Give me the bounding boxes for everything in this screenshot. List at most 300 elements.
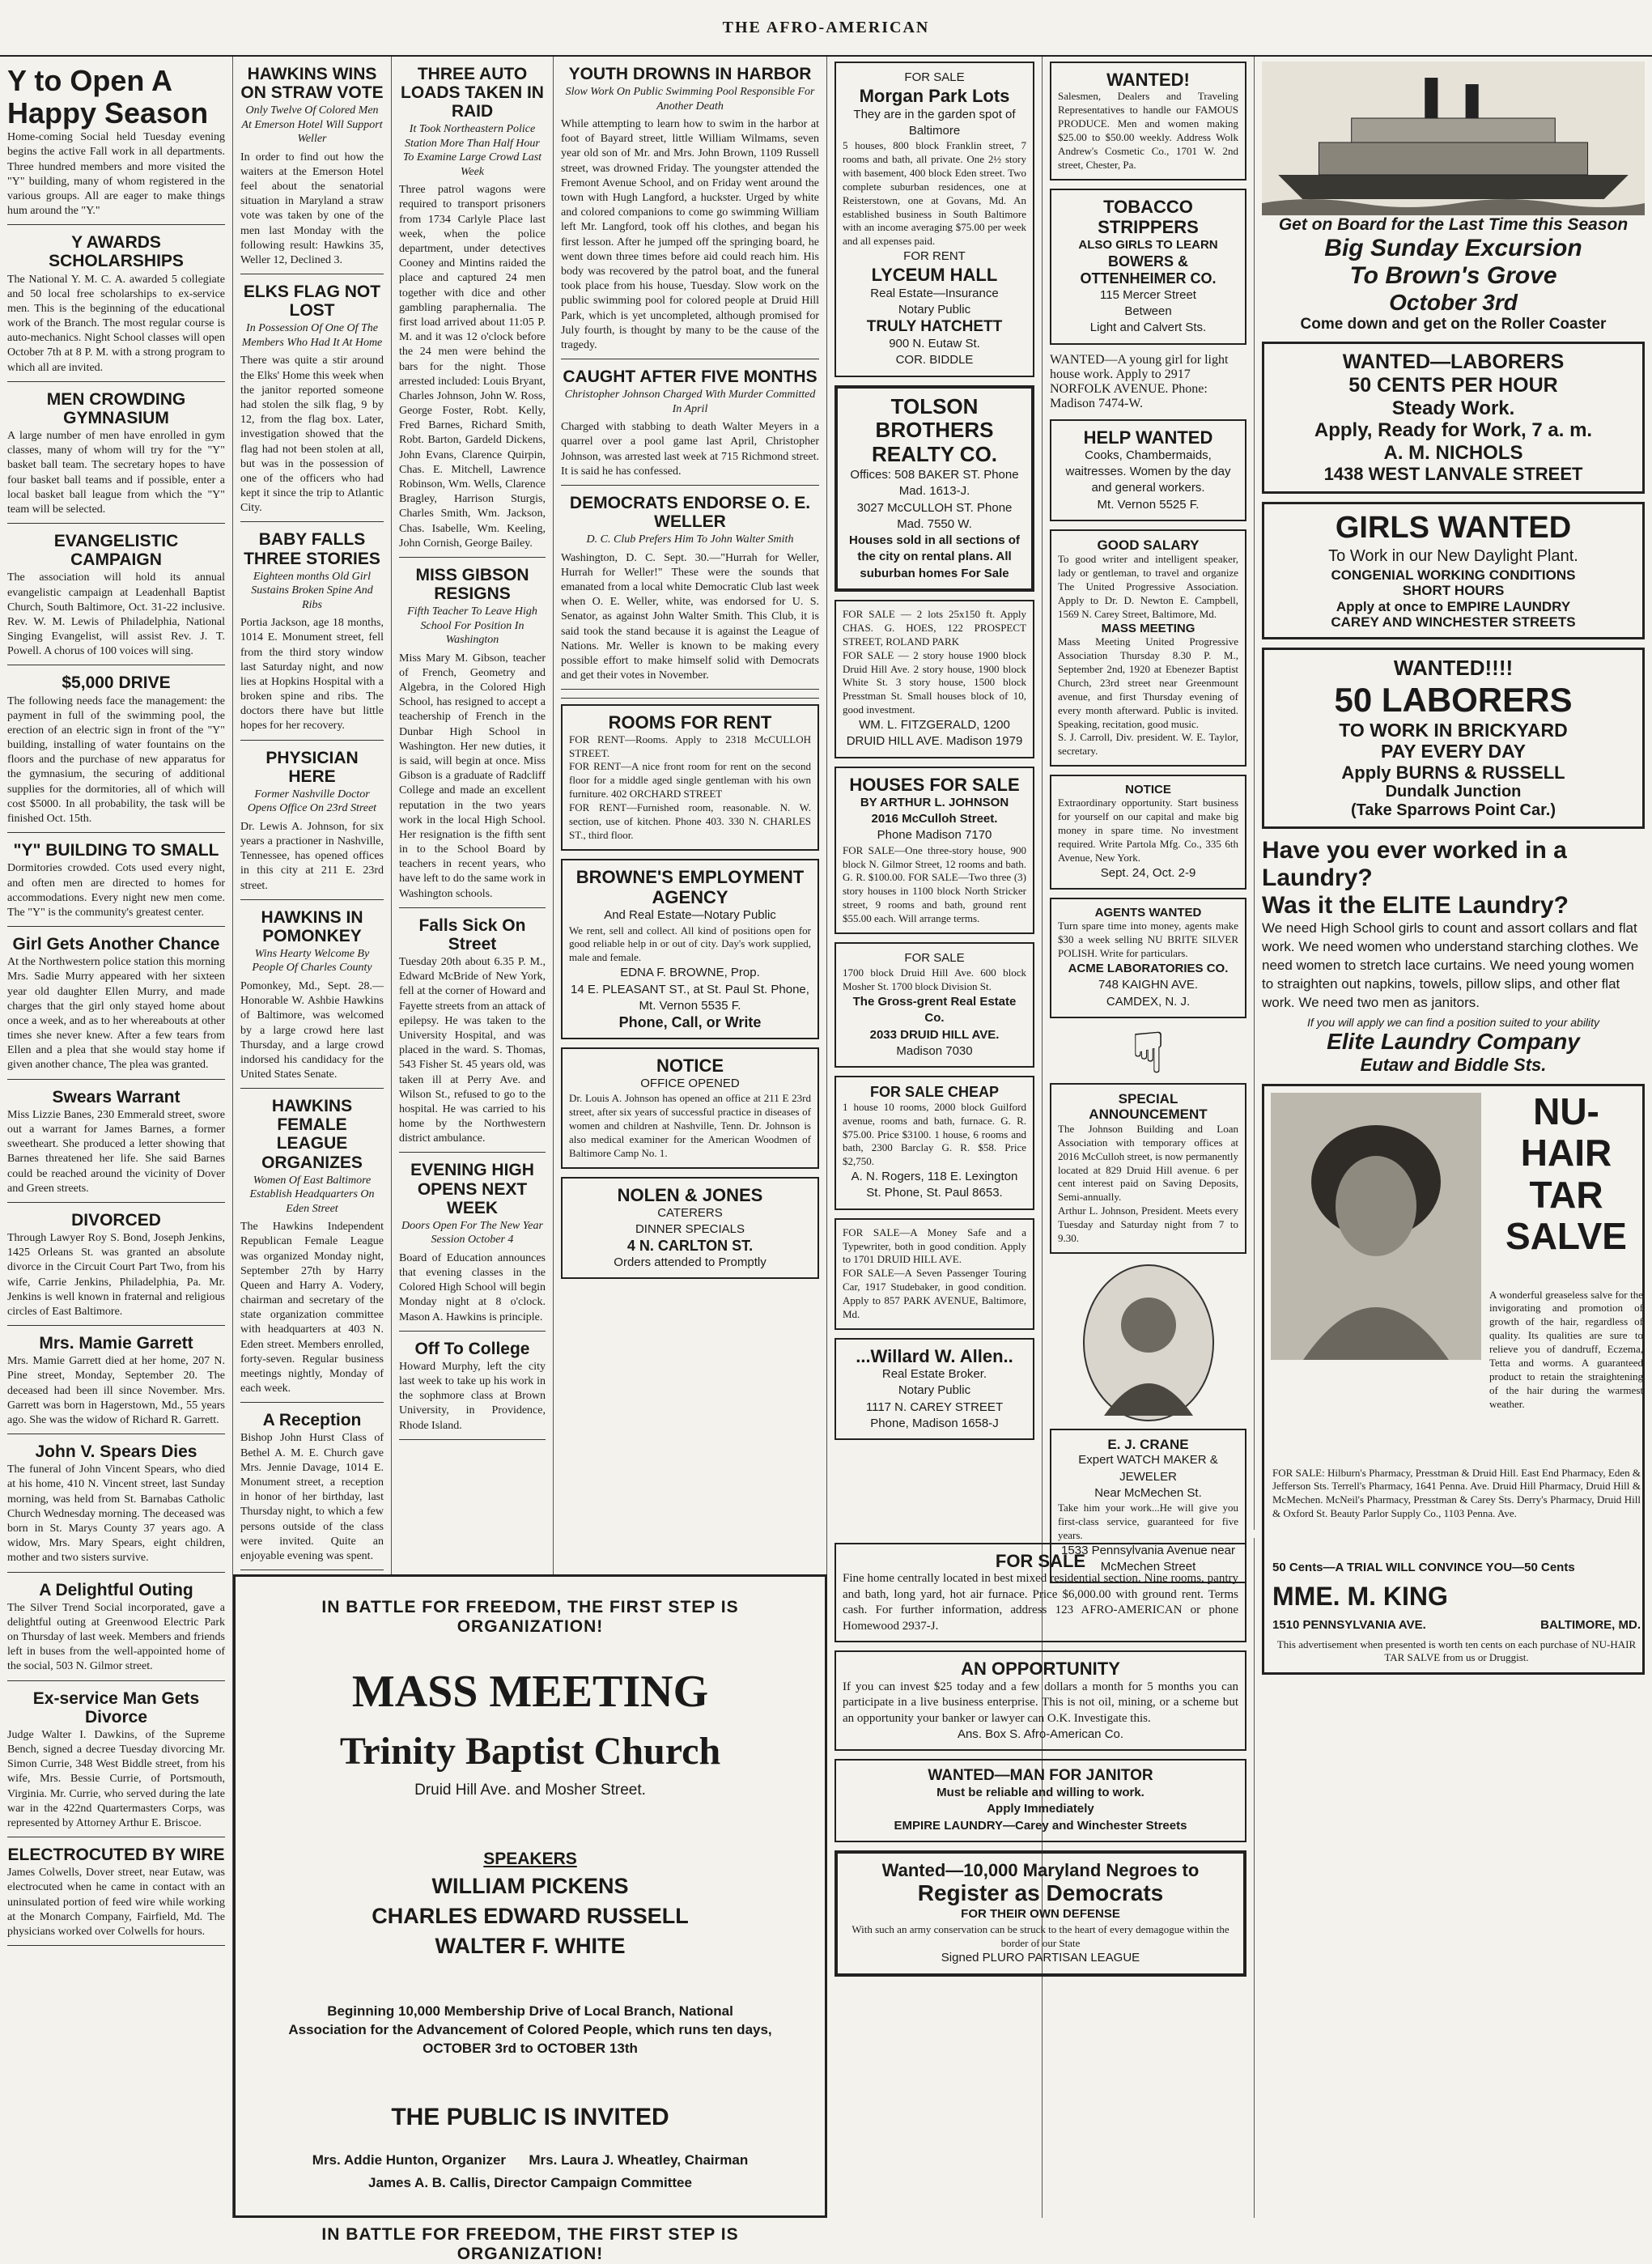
mass-top-slogan: IN BATTLE FOR FREEDOM, THE FIRST STEP IS ORGANIZATION!	[321, 1598, 739, 1636]
morgan-corner: COR. BIDDLE	[895, 353, 974, 367]
article-body: Washington, D. C. Sept. 30.—"Hurrah for Weller, Hurrah for Weller!" These were the sounds that emanated from a local white Democratic Club last week when O. E. Weller, white, was endorsed for U. S. Senator, as against John Walter Smith. This Club, it is said took the stand because it is against the League of Nations. Mr. Weller is known to be making every possible effort to make himself solid with Democrats and get their votes in November.	[561, 551, 819, 682]
article-body: The following needs face the management: the payment in full of the swimming pool, the erection of an electric sign in front of the "Y" building, installing of water fountains on the floors and the purchase of new apparatus for the gymnasium, the securing of additional supplies for the dormitories, all of which will cost $5000. In all probability, the task will be finished Oct. 15th.	[7, 694, 225, 826]
brickyard-t1: WANTED!!!!	[1393, 655, 1514, 680]
mass-title: MASS MEETING	[351, 1667, 709, 1717]
article	[7, 390, 225, 524]
divider	[399, 907, 546, 908]
divider	[240, 1402, 384, 1403]
divider	[7, 1680, 225, 1681]
speaker-name: WILLIAM PICKENS	[431, 1874, 629, 1898]
excursion-ad	[1262, 62, 1645, 333]
article-body: James Colwells, Dover street, near Eutaw, was electrocuted when he came in contact with an uninsulated portion of feed wire while working at the Monarch Company, Fairfield, Md. The physicians worked over Colwells for hours.	[7, 1867, 225, 1938]
divider	[561, 485, 819, 486]
column-1	[0, 57, 233, 2218]
divider	[240, 1088, 384, 1089]
notice6-date: Sept. 24, Oct. 2-9	[1100, 865, 1196, 880]
brickyard-t5: Apply BURNS & RUSSELL	[1341, 762, 1565, 783]
divider	[7, 224, 225, 225]
article	[7, 65, 225, 225]
for-sale-cheap-ad	[834, 1076, 1034, 1210]
notice6-title: NOTICE	[1125, 783, 1171, 797]
tobacco-corner: Light and Calvert Sts.	[1089, 321, 1207, 335]
mass-bottom-slogan: IN BATTLE FOR FREEDOM, THE FIRST STEP IS ORGANIZATION!	[321, 2224, 739, 2263]
article-body: Board of Education announces that evening classes in the Colored High School will begin Monday night at 8 o'clock. Mason A. Hawkins is principle.	[399, 1251, 546, 1323]
salesmen-title: WANTED!	[1106, 70, 1190, 90]
divider	[240, 740, 384, 741]
divider	[399, 557, 546, 558]
article-subhead: D. C. Club Prefers Him To John Walter Smith	[586, 533, 794, 546]
morgan-sub: They are in the garden spot of Baltimore	[853, 107, 1016, 138]
article-body: The National Y. M. C. A. awarded 5 collegiate and 50 local free scholarships to ex-service men. This is the beginning of the educational work of the Branch. The most regular course is auto-mechanics. Night School classes will open October 7th at 8 P. M. with a strong program to which all are invited.	[7, 273, 225, 374]
agents-wanted-ad	[1050, 898, 1246, 1018]
column-3	[392, 57, 554, 1574]
girls-t2: To Work in our New Daylight Plant.	[1328, 546, 1578, 565]
browne-agency-ad	[561, 859, 819, 1039]
article-body: Through Lawyer Roy S. Bond, Joseph Jenkins, 1425 Orleans St. was granted an absolute divorce in the Circuit Court Part Two, from his wife, Carrie Jenkins, Philadelphia, Pa. Mr. Jenkins is well known in fraternal and religious circles of East Baltimore.	[7, 1231, 225, 1318]
grossgrent-title: The Gross-grent Real Estate Co.	[852, 995, 1017, 1026]
article	[7, 532, 225, 665]
negroes-l1: FOR THEIR OWN DEFENSE	[961, 1907, 1120, 1922]
johnson-address: 2016 McCulloh Street.	[871, 812, 998, 826]
article	[7, 935, 225, 1080]
notice-line: OFFICE OPENED	[640, 1076, 740, 1090]
mass-meeting-small-sign: S. J. Carroll, Div. president. W. E. Taylor, secretary.	[1058, 731, 1238, 758]
article-headline: John V. Spears Dies	[35, 1442, 197, 1462]
janitor-l3: EMPIRE LAUNDRY—Carey and Winchester Streets	[894, 1818, 1187, 1833]
girls-t4: SHORT HOURS	[1402, 583, 1505, 599]
divider	[7, 1945, 225, 1946]
article-subhead: Christopher Johnson Charged With Murder Committed In April	[564, 389, 816, 415]
mass-organizers: Mrs. Addie Hunton, Organizer Mrs. Laura J. Wheatley, Chairman	[312, 2151, 749, 2168]
help-wanted-ad	[1050, 419, 1246, 521]
article	[7, 233, 225, 382]
divider	[7, 1572, 225, 1573]
divider	[399, 1152, 546, 1153]
divider	[7, 1202, 225, 1203]
article	[7, 1211, 225, 1326]
johnson-by: BY ARTHUR L. JOHNSON	[860, 795, 1009, 809]
elite-body: We need High School girls to count and assort collars and flat work. We need women who understand starching clothes. We need women to stretch lace curtains. We need young women to straighten out napkins, towels, pillow slips, and other flat work. We need two men as janitors.	[1262, 920, 1639, 1010]
mass-public-invited: THE PUBLIC IS INVITED	[391, 2103, 669, 2130]
divider	[7, 381, 225, 382]
article	[399, 65, 546, 558]
column-2	[233, 57, 392, 1574]
article-subhead: Doors Open For The New Year Session October 4	[401, 1219, 543, 1247]
laborers-t6: 1438 WEST LANVALE STREET	[1323, 464, 1583, 485]
tobacco-company: BOWERS & OTTENHEIMER CO.	[1080, 253, 1217, 287]
elite-q3: Was it the ELITE Laundry?	[1262, 891, 1569, 919]
crane-name: E. J. CRANE	[1107, 1436, 1189, 1452]
rooms-title: ROOMS FOR RENT	[608, 712, 772, 733]
speaker-name: WALTER F. WHITE	[435, 1934, 626, 1958]
tobacco-also: ALSO GIRLS TO LEARN	[1078, 238, 1218, 253]
misc-sale-ad	[834, 1218, 1034, 1330]
article	[240, 1097, 384, 1403]
mass-meeting-small-title: MASS MEETING	[1101, 621, 1195, 635]
sale-item: FOR SALE — 2 story house 1900 block Druid Hill Ave. 2 story house, 1900 block White St. 3 story house, 1500 block Presstman St. Small houses block of 10, good investment.	[843, 648, 1026, 716]
opportunity-ad	[834, 1650, 1246, 1751]
negroes-title: Wanted—10,000 Maryland Negroes to	[881, 1859, 1200, 1880]
article-headline: HAWKINS WINS ON STRAW VOTE	[240, 65, 384, 103]
elite-company: Elite Laundry Company	[1327, 1028, 1580, 1054]
article-subhead: Women Of East Baltimore Establish Headquarters On Eden Street	[249, 1174, 375, 1215]
nuhair-foot: This advertisement when presented is worth ten cents on each purchase of NU-HAIR TAR SALVE from us or Druggist.	[1276, 1637, 1637, 1664]
article-headline: ELECTROCUTED BY WIRE	[7, 1846, 225, 1865]
salesmen-body: Salesmen, Dealers and Traveling Representatives to handle our FAMOUS PRODUCE. Men and women making $25.00 to $50.00 weekly. Address Wolk Andrew's Cosmetic Co., 1701 W. 2nd street, Chester, Pa.	[1058, 90, 1238, 171]
nuhair-address: 1510 PENNSYLVANIA AVE.	[1272, 1617, 1426, 1632]
nolen-line: CATERERS	[657, 1205, 723, 1220]
rooms-item: FOR RENT—A nice front room for rent on the second floor for a middle aged single gentleman with his own furniture. 402 ORCHARD STREET	[569, 760, 811, 801]
divider	[240, 521, 384, 522]
brickyard-t6: Dundalk Junction	[1385, 782, 1522, 801]
article-headline: MISS GIBSON RESIGNS	[415, 565, 529, 604]
browne-title: BROWNE'S EMPLOYMENT AGENCY	[575, 866, 805, 908]
good-salary-ad	[1050, 529, 1246, 767]
nuhair-t4: SALVE	[1505, 1215, 1627, 1258]
divider	[7, 926, 225, 927]
janitor-ad	[834, 1759, 1246, 1842]
article-body: Howard Murphy, left the city last week to take up his work in the sophmore class at Brown University, in Providence, Rhode Island.	[399, 1360, 546, 1432]
column-7	[1255, 57, 1652, 2218]
article-body: The association will hold its annual evangelistic campaign at Leadenhall Baptist Church, South Baltimore, Oct. 31-22 inclusive. Rev. W. M. Lewis of Philadelphia, National Singing Evangelist, will assist Rev. J. T. Powell. A chorus of 100 voices will sing.	[7, 571, 225, 658]
article	[399, 566, 546, 908]
nolen-sub: DINNER SPECIALS	[635, 1222, 745, 1237]
article-headline: YOUTH DROWNS IN HARBOR	[568, 65, 812, 83]
article-headline: CAUGHT AFTER FIVE MONTHS	[563, 367, 818, 387]
article-subhead: Former Nashville Doctor Opens Office On 23rd Street	[247, 788, 377, 815]
home-for-sale-ad	[834, 1543, 1246, 1642]
article	[7, 1334, 225, 1434]
article-headline: THREE AUTO LOADS TAKEN IN RAID	[401, 65, 544, 121]
article-body: Miss Mary M. Gibson, teacher of French, Geometry and Algebra, in the Colored High School, has resigned to accept a teachership of French in the Dunbar High School in Washington. Her new duties, it is said, will begin at once. Miss Gibson is a graduate of Radcliff College and made an excellent reputation in the two years work in the local High School. Her resignation is the fifth sent in to the School Board by teachers in recent years, who have left to do the same work in Washington schools.	[399, 652, 546, 900]
nuhair-body: A wonderful greaseless salve for the invigorating and promotion of growth of the hair, regardless of quality. Its qualities are sure to relieve you of dandruff, Eczema, Tetta and worms. A guaranteed product to retain the straightening of the hair during the warmest weather.	[1489, 1288, 1643, 1410]
girl-wanted-ad: WANTED—A young girl for light house work. Apply to 2917 NORFOLK AVENUE. Phone: Madison 7474-W.	[1050, 352, 1229, 410]
excursion-l5: Come down and get on the Roller Coaster	[1300, 316, 1607, 333]
nolen-title: NOLEN & JONES	[617, 1184, 763, 1205]
article-body: There was quite a stir around the Elks' Home this week when the janitor reported someone had stolen the silk flag, 9 by 12, from the flag box. Later, investigation showed that the flag had not been stolen at all, but was in the possession of one of the officers who had kept it since the trip to Atlantic City.	[240, 355, 384, 515]
tobacco-t2: STRIPPERS	[1098, 216, 1199, 237]
lower-ads-block	[827, 1538, 1255, 2218]
article	[240, 1411, 384, 1570]
browne-address: 14 E. PLEASANT ST., at St. Paul St. Phone, Mt. Vernon 5535 F.	[571, 982, 809, 1013]
tolson-offices: Offices: 508 BAKER ST. Phone Mad. 1613-J.	[850, 468, 1019, 499]
article-headline: Swears Warrant	[52, 1087, 180, 1107]
laborers-t1: WANTED—LABORERS	[1342, 350, 1565, 373]
article-headline: DEMOCRATS ENDORSE O. E. WELLER	[569, 493, 811, 532]
morgan-kicker: FOR SALE	[904, 70, 965, 84]
nuhair-t3: TAR	[1529, 1173, 1603, 1216]
morgan-address: 900 N. Eutaw St.	[889, 337, 980, 351]
nuhair-sale: FOR SALE: Hilburn's Pharmacy, Presstman & Druid Hill. East End Pharmacy, Eden & Jefferson Sts. Terrell's Pharmacy, 1641 Penna. Ave. Druid Hill Pharmacy, Druid Hill & McMechen. McNeil's Pharmacy, Presstman & Carey Sts. Derry's Pharmacy, Druid Hill & Oxford St. Beauty Parlor Supply Co., 1103 Penna. Ave.	[1272, 1466, 1641, 1520]
grossgrent-ad	[834, 942, 1034, 1068]
mass-speakers-label: SPEAKERS	[483, 1850, 577, 1868]
opportunity-title: AN OPPORTUNITY	[961, 1659, 1120, 1680]
steamboat-illustration	[1262, 62, 1645, 215]
allen-notary: Notary Public	[898, 1383, 971, 1398]
brickyard-t4: PAY EVERY DAY	[1381, 741, 1526, 762]
special-sign: Arthur L. Johnson, President. Meets every Tuesday and Saturday night from 7 to 9.30.	[1058, 1204, 1238, 1245]
article-subhead: Slow Work On Public Swimming Pool Responsible For Another Death	[565, 86, 815, 113]
morgan-realestate: Real Estate—Insurance	[870, 286, 999, 300]
notice-ad	[561, 1047, 819, 1169]
wanted-salesmen-ad	[1050, 62, 1246, 181]
tobacco-t1: TOBACCO	[1103, 196, 1193, 217]
morgan-park-ad	[834, 62, 1034, 377]
article-body: Dr. Lewis A. Johnson, for six years a practioner in Nashville, Tennessee, has opened offices in this city at 211 E. 23rd street.	[240, 820, 384, 892]
article-headline: Ex-service Man Gets Divorce	[32, 1688, 200, 1727]
home-body: Fine home centrally located in best mixed residential section. Nine rooms, pantry and bath, long yard, hot air furnace. Price $6,000.00 with ground rent. Terms cash. For further information, address 123 AFRO-AMERICAN or phone Homewood 2937-J.	[843, 1572, 1238, 1633]
special-title: SPECIAL ANNOUNCEMENT	[1089, 1090, 1208, 1123]
article-headline: Girl Gets Another Chance	[12, 935, 220, 954]
article-subhead: Only Twelve Of Colored Men At Emerson Hotel Will Support Weller	[241, 104, 383, 146]
help-title: HELP WANTED	[1083, 427, 1213, 448]
divider	[7, 1325, 225, 1326]
morgan-agent: TRULY HATCHETT	[866, 318, 1003, 336]
morgan-title: Morgan Park Lots	[859, 86, 1010, 107]
misc-item: FOR SALE—A Seven Passenger Touring Car, 1917 Studebaker, in good condition. Apply to 857 PARK AVENUE, Baltimore, Md.	[843, 1267, 1026, 1321]
janitor-l1: Must be reliable and willing to work.	[936, 1786, 1145, 1800]
article-subhead: In Possession Of One Of The Members Who Had It At Home	[241, 322, 383, 349]
article-headline: MEN CROWDING GYMNASIUM	[46, 389, 186, 427]
article	[240, 65, 384, 274]
crane-street: 1533 Pennsylvania Avenue near McMechen Street	[1061, 1543, 1235, 1574]
sale-item: FOR SALE — 2 lots 25x150 ft. Apply CHAS. G. HOES, 122 PROSPECT STREET, ROLAND PARK	[843, 607, 1026, 648]
divider	[561, 689, 819, 690]
tolson-title: TOLSON BROTHERS REALTY CO.	[871, 393, 998, 467]
grossgrent-kicker: FOR SALE	[904, 951, 965, 965]
article-body: Portia Jackson, age 18 months, 1014 E. Monument street, fell from the third story window last Saturday night, and now lies at Hopkins Hospital with a broken spine and ribs. The doctors there have but little hopes for her recovery.	[240, 617, 384, 733]
girls-t6: CAREY AND WINCHESTER STREETS	[1331, 614, 1576, 631]
article-body: The Silver Trend Social incorporated, gave a delightful outing at Greenwood Electric Park on Thursday of last week. Members and friends left in buses from the well-appointed home of the social, 503 N. Gilmor street.	[7, 1601, 225, 1673]
column-4	[554, 57, 827, 1574]
cheap-body: 1 house 10 rooms, 2000 block Guilford avenue, rooms and bath, furnace. G. R. $75.00. Price $3100. 1 house, 6 rooms and bath, 2300 Barclay G. R. $58. Price $2,750.	[843, 1100, 1026, 1168]
article-subhead: Fifth Teacher To Leave High School For Position In Washington	[407, 605, 537, 647]
agents-address: 748 KAIGHN AVE.	[1098, 978, 1199, 992]
mass-church: Trinity Baptist Church	[339, 1730, 721, 1773]
johnson-phone: Phone Madison 7170	[877, 828, 992, 843]
crane-role: Expert WATCH MAKER & JEWELER	[1078, 1453, 1218, 1484]
divider	[7, 523, 225, 524]
rooms-for-rent-ad	[561, 704, 819, 850]
article-headline: A Reception	[262, 1411, 362, 1430]
article-headline: EVANGELISTIC CAMPAIGN	[53, 532, 179, 570]
allen-address: 1117 N. CAREY STREET	[865, 1400, 1004, 1414]
johnson-title: HOUSES FOR SALE	[849, 774, 1020, 795]
salary-body: To good writer and intelligent speaker, lady or gentleman, to travel and organize The United Progressive Association. Apply to Dr. D. Newton E. Campbell, 1569 N. Carey Street, Baltimore, Md.	[1058, 553, 1238, 621]
article-headline: HAWKINS FEMALE LEAGUE ORGANIZES	[261, 1097, 363, 1172]
portrait-illustration	[1080, 1262, 1217, 1424]
article	[399, 1161, 546, 1331]
nuhair-t1: NU-	[1533, 1090, 1599, 1132]
article	[399, 916, 546, 1153]
article-body: Pomonkey, Md., Sept. 28.—Honorable W. Ashbie Hawkins of Baltimore, was welcomed by a large crowd here last Thursday, and a large crowd indorsed his candidacy for the United States Senate.	[240, 979, 384, 1081]
divider	[240, 899, 384, 900]
special-body: The Johnson Building and Loan Association with temporary offices at 2016 McCulloh street, is now permanently located at 829 Druid Hill avenue. 6 per cent interest paid on Saving Deposits, Semi-annually.	[1058, 1122, 1238, 1204]
opportunity-body: If you can invest $25 today and a few dollars a month for 5 months you can participate in a live business enterprise. This is not oil, mining, or a scheme but an opportunity your banker or lawyer can O.K. Investigate this.	[843, 1680, 1238, 1725]
article	[561, 367, 819, 486]
masthead: THE AFRO-AMERICAN	[0, 0, 1652, 57]
negroes-t2: Register as Democrats	[917, 1880, 1164, 1906]
laborers-t4: Apply, Ready for Work, 7 a. m.	[1314, 419, 1593, 442]
divider	[399, 1331, 546, 1332]
nolen-foot: Orders attended to Promptly	[614, 1255, 767, 1270]
article-body: A large number of men have enrolled in gym classes, many of whom will try for the "Y" basket ball team. The secretary hopes to have four basket ball teams and if possible, enter a local basket ball league from which the "Y" team will be selected.	[7, 430, 225, 516]
girls-t5: Apply at once to EMPIRE LAUNDRY	[1336, 598, 1571, 614]
article	[7, 1689, 225, 1838]
laborers-wanted-ad	[1262, 342, 1645, 494]
article-headline: Y AWARDS SCHOLARSHIPS	[49, 233, 184, 271]
article-body: Home-coming Social held Tuesday evening begins the active Fall work in all departments. Three hundred members and more visited the "Y" building, many of whom registered in the various groups. All are eager to make things hum around the "Y."	[7, 131, 225, 218]
janitor-l2: Apply Immediately	[987, 1802, 1094, 1816]
brickyard-t7: (Take Sparrows Point Car.)	[1350, 801, 1556, 819]
notice6-body: Extraordinary opportunity. Start business for yourself on our capital and make big money in spare time. No investment required. Write Partola Mfg. Co., 335 6th Avenue, New York.	[1058, 796, 1238, 864]
negroes-sign: Signed PLURO PARTISAN LEAGUE	[941, 1951, 1140, 1965]
morgan-body: 5 houses, 800 block Franklin street, 7 rooms and bath, all private. One 2½ story with basement, 400 block Eden street. Two complete suburban residences, one at Reisterstown, one at Govans, Md. An established business in South Baltimore with an income averaging $75.00 per week and all expenses paid.	[843, 139, 1026, 248]
article-body: In order to find out how the waiters at the Emerson Hotel feel about the senatorial situation in Maryland a straw vote was taken by one of the men last Monday with the following result: Hawkins 35, Weller 12, Declined 3.	[240, 151, 384, 266]
sale-item: WM. L. FITZGERALD, 1200 DRUID HILL AVE. Madison 1979	[846, 718, 1023, 749]
nolen-address: 4 N. CARLTON ST.	[626, 1238, 754, 1255]
browne-owner: EDNA F. BROWNE, Prop.	[620, 966, 760, 980]
special-announcement-ad	[1050, 1083, 1246, 1254]
article-body: Tuesday 20th about 6.35 P. M., Edward McBride of New York, fell at the corner of Howard and Fayette streets from an attack of epilepsy. He was taken to the University Hospital, and was placed in the ward. S. Thomas, 543 Fisher St. 45 years old, was taken ill at Perry Ave. and Wilson St., refused to go to the hospital. He was carried to his home by the Northwestern district ambulance.	[399, 956, 546, 1145]
article-body: Miss Lizzie Banes, 230 Emmerald street, swore out a warrant for James Barnes, a former sweetheart. She produced a letter showing that Barnes threatened her life. She said Barnes could be reached around the vicinity of Dover and Green streets.	[7, 1108, 225, 1195]
article-headline: Y to Open A Happy Season	[7, 64, 209, 130]
johnson-body: FOR SALE—One three-story house, 900 block N. Gilmor Street, 12 rooms and bath. G. R. $100.00. FOR SALE—Two three (3) story houses in 1100 block North Stricker street, 9 rooms and bath, ground rent $55.00 each. Will arrange terms.	[843, 843, 1026, 925]
tolson-body: Houses sold in all sections of the city on rental plans. All suburban homes For Sale	[849, 533, 1020, 580]
tolson-second: 3027 McCULLOH ST. Phone Mad. 7550 W.	[856, 500, 1013, 531]
johnson-houses-ad	[834, 767, 1034, 934]
article-subhead: Wins Hearty Welcome By People Of Charles County	[252, 947, 372, 975]
article-headline: Falls Sick On Street	[418, 915, 526, 954]
morgan-rent: FOR RENT	[903, 249, 966, 264]
article	[561, 65, 819, 359]
salary-title: GOOD SALARY	[1097, 537, 1200, 553]
nuhair-city: BALTIMORE, MD.	[1540, 1617, 1641, 1632]
article-body: While attempting to learn how to swim in the harbor at foot of Bayard street, little William Wilmams, seven year old son of Mr. and Mrs. John Brown, 1109 Russell street, was drowned Friday. The youngster attended the Fremont Avenue School, and on Friday went around the town with Hugh Langford, a huckster. Urged by white and colored companions to come go swimming William left Mr. Langford, took off his clothes, and began his first lesson. After he jumped off the springing board, he went down three times before aid could reach him. His body was recovered by the patrol boat, and the funeral took place from his house, Tuesday. Slow work on the public swimming pool for colored people at Druid Hill Park, which is yet uncompleted, although promised for July fourth, is thought by many to be the cause of the tragedy.	[561, 118, 819, 351]
article-headline: PHYSICIAN HERE	[265, 748, 359, 786]
divider	[7, 1079, 225, 1080]
help-body: Cooks, Chambermaids, waitresses. Women by the day and general workers.	[1065, 448, 1231, 495]
elite-q1: Have you ever worked in a	[1262, 836, 1567, 864]
article	[399, 1340, 546, 1440]
cheap-seller: A. N. Rogers, 118 E. Lexington St. Phone, St. Paul 8653.	[851, 1170, 1018, 1200]
lyceum-hall: LYCEUM HALL	[871, 265, 998, 286]
divider	[561, 698, 819, 699]
brickyard-t3: TO WORK IN BRICKYARD	[1339, 719, 1568, 741]
rooms-item: FOR RENT—Rooms. Apply to 2318 McCULLOH STREET.	[569, 733, 811, 759]
divider	[7, 832, 225, 833]
pointing-hand-icon: ☟	[1131, 1022, 1166, 1085]
elite-apply: If you will apply we can find a position suited to your ability	[1306, 1015, 1600, 1029]
tobacco-between: Between	[1124, 304, 1172, 319]
article	[7, 1442, 225, 1572]
col4-articles	[561, 65, 819, 690]
allen-title: ...Willard W. Allen..	[856, 1345, 1013, 1366]
agents-title: AGENTS WANTED	[1094, 906, 1202, 920]
article	[240, 749, 384, 900]
article-headline: $5,000 DRIVE	[62, 673, 171, 693]
nu-hair-ad	[1262, 1084, 1645, 1675]
mass-drive: Beginning 10,000 Membership Drive of Local Branch, National Association for the Advancement of Colored People, which runs ten days, OCTOBER 3rd to OCTOBER 13th	[288, 2003, 772, 2056]
grossgrent-address: 2033 DRUID HILL AVE.	[869, 1027, 1000, 1042]
column-6	[1043, 57, 1255, 1574]
nuhair-t2: HAIR	[1520, 1132, 1612, 1174]
article	[7, 1088, 225, 1203]
article	[240, 530, 384, 740]
crane-body: Take him your work...He will give you first-class service, guaranteed for five years.	[1058, 1502, 1238, 1541]
laborers-t3: Steady Work.	[1391, 397, 1515, 419]
notice-body: Dr. Louis A. Johnson has opened an office at 211 E 23rd street, after six years of successful practice in diseases of women and children at Nashville, Tenn. Dr. Johnson is also medical examiner for the American Woodmen of Baltimore Camp No. 1.	[569, 1092, 811, 1159]
article-headline: "Y" BUILDING TO SMALL	[13, 841, 219, 860]
elite-laundry-ad	[1262, 837, 1645, 1076]
article-headline: HAWKINS IN POMONKEY	[261, 907, 363, 945]
home-title: FOR SALE	[995, 1551, 1086, 1571]
article-body: Judge Walter I. Dawkins, of the Supreme Bench, signed a decree Tuesday divorcing Mr. Simon Currie, 348 West Biddle street, from his wife, Mrs. Bessie Currie, of Portsmouth, Virginia. Mr. Currie, who served during the late war in the 422nd Quartermasters Corps, was represented by Attorney Arthur E. Briscoe.	[7, 1728, 225, 1829]
article-body: Mrs. Mamie Garrett died at her home, 207 N. Pine street, Monday, September 20. The deceased had been ill since November. Mrs. Garrett was born in Hagerstown, Md., 55 years ago. She was the widow of Richard R. Garrett.	[7, 1355, 225, 1426]
article-headline: Off To College	[414, 1339, 530, 1358]
elite-q2: Laundry?	[1262, 864, 1373, 891]
article	[7, 1581, 225, 1681]
article-body: The Hawkins Independent Republican Female League was organized Monday night, September 27th by Harry Queen and Harry A. Vodery, chairman and secretary of the state organization committee with headquarters at 403 N. Eden street. Members enrolled, forty-seven. Regular business meetings nightly, Monday of each week.	[240, 1221, 384, 1395]
grossgrent-phone: Madison 7030	[896, 1043, 973, 1058]
allen-phone: Phone, Madison 1658-J	[870, 1416, 999, 1430]
misc-item: FOR SALE—A Money Safe and a Typewriter, both in good condition. Apply to 1701 DRUID HILL AVE.	[843, 1225, 1026, 1266]
article-body: Charged with stabbing to death Walter Meyers in a quarrel over a pool game last April, Christopher Johnson, was arrested last week at 715 Richmond street. It is said he has confessed.	[561, 421, 819, 478]
allen-line: Real Estate Broker.	[881, 1367, 987, 1382]
article-headline: EVENING HIGH OPENS NEXT WEEK	[410, 1161, 534, 1217]
crane-address: Near McMechen St.	[1094, 1485, 1202, 1500]
elite-address: Eutaw and Biddle Sts.	[1360, 1054, 1547, 1075]
nuhair-maker: MME. M. KING	[1272, 1581, 1448, 1611]
mass-meeting-small-body: Mass Meeting United Progressive Association Thursday 8.30 P. M., September 2nd, 1920 at Ebenezer Baptist Church, 23rd street near Greenmount avenue, and first Thursday evening of every month afterward. Public is invited. Speaking, recitation, good music.	[1058, 635, 1238, 730]
brickyard-ad	[1262, 648, 1645, 829]
agents-body: Turn spare time into money, agents make $30 a week selling NU BRITE SILVER POLISH. Write for particulars.	[1058, 920, 1238, 960]
register-democrats-ad	[834, 1850, 1246, 1977]
article-body: The funeral of John Vincent Spears, who died at his home, 410 N. Vincent street, last Sunday morning, was held from St. Barnabas Catholic Church Wednesday morning. The deceased was born in St. Marys County 37 years ago. A widow, Mrs. Mary Spears, eight children, mother and two sisters survive.	[7, 1463, 225, 1565]
agents-co: ACME LABORATORIES CO.	[1068, 962, 1229, 976]
excursion-l2: Big Sunday Excursion	[1324, 235, 1582, 261]
excursion-l1: Get on Board for the Last Time this Season	[1278, 215, 1629, 234]
article	[7, 1846, 225, 1946]
tobacco-ad	[1050, 189, 1246, 345]
excursion-l4: October 3rd	[1389, 290, 1518, 315]
agents-city: CAMDEX, N. J.	[1106, 994, 1191, 1009]
mass-location: Druid Hill Ave. and Mosher Street.	[414, 1782, 646, 1799]
article	[240, 908, 384, 1090]
tolson-ad	[834, 385, 1034, 592]
article-subhead: Eighteen months Old Girl Sustains Broken Spine And Ribs	[251, 570, 373, 611]
article-body: Dormitories crowded. Cots used every night, and often men are directed to homes for accommodations. Every night new men come. The "Y" is the community's greatest center.	[7, 862, 225, 919]
allen-ad	[834, 1338, 1034, 1440]
notice-title: NOTICE	[656, 1055, 724, 1076]
brickyard-t2: 50 LABORERS	[1334, 680, 1573, 719]
opportunity-sign: Ans. Box S. Afro-American Co.	[957, 1727, 1124, 1742]
excursion-l3: To Brown's Grove	[1349, 262, 1557, 289]
browne-cta: Phone, Call, or Write	[618, 1014, 762, 1030]
nolen-jones-ad	[561, 1177, 819, 1280]
article-headline: DIVORCED	[71, 1210, 161, 1230]
girls-wanted-ad	[1262, 502, 1645, 639]
mass-meeting-ad	[233, 1574, 827, 2263]
girls-t3: CONGENIAL WORKING CONDITIONS	[1331, 567, 1576, 583]
laborers-t2: 50 CENTS PER HOUR	[1348, 373, 1558, 397]
nuhair-trial: 50 Cents—A TRIAL WILL CONVINCE YOU—50 Cents	[1272, 1560, 1575, 1574]
rooms-item: FOR RENT—Furnished room, reasonable. N. W. section, use of kitchen. Phone 403. 330 N. CHARLES ST., third floor.	[569, 801, 811, 841]
article-subhead: It Took Northeastern Police Station More Than Half Hour To Examine Large Crowd Last Week	[402, 123, 542, 178]
janitor-title: WANTED—MAN FOR JANITOR	[928, 1767, 1153, 1785]
mass-director: James A. B. Callis, Director Campaign Committee	[368, 2174, 692, 2190]
article-body: Bishop John Hurst Class of Bethel A. M. E. Church gave Mrs. Jennie Davage, 1014 E. Monument street, a reception in honor of her birthday, last Thursday night, to which a few persons outside of the class were invited. Quite an enjoyable evening was spent.	[240, 1432, 384, 1562]
